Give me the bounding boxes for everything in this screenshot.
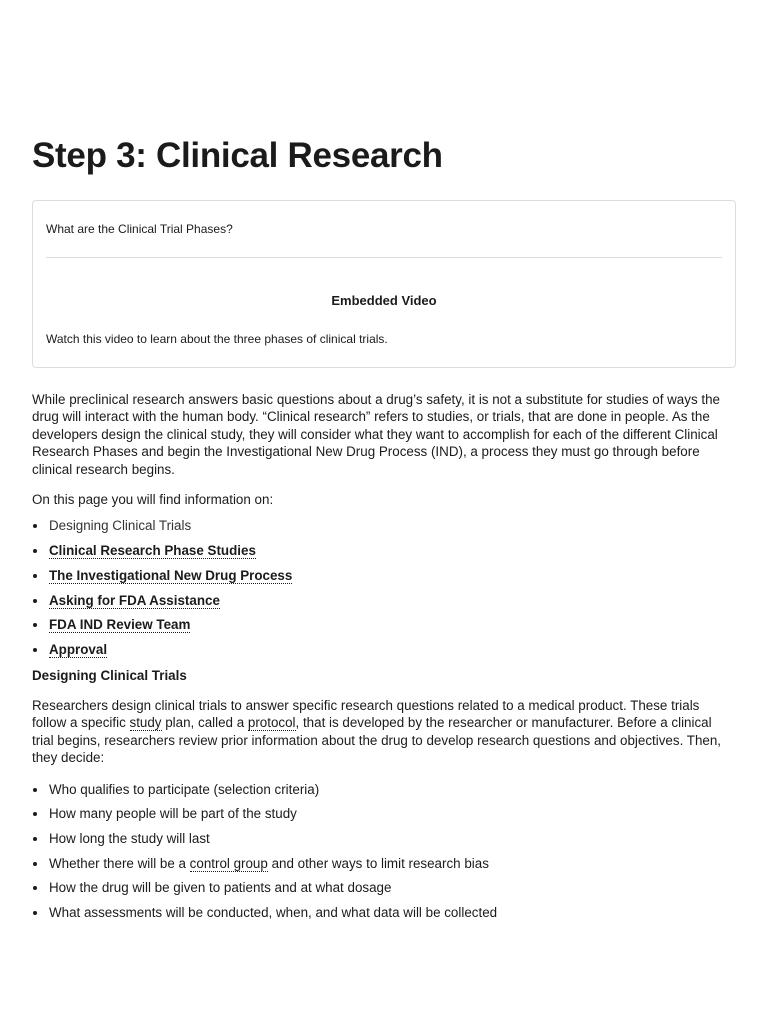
toc-link-asking-for-fda-assistance[interactable]: Asking for FDA Assistance	[49, 592, 220, 608]
list-item: Who qualifies to participate (selection criteria)	[32, 781, 736, 806]
list-item	[32, 641, 736, 666]
list-item	[32, 542, 736, 567]
list-item: How the drug will be given to patients and at what dosage	[32, 879, 736, 904]
list-item	[32, 855, 736, 880]
list-item	[32, 517, 736, 542]
control-text-post: and other ways to limit research bias	[267, 855, 489, 871]
decision-list	[32, 781, 736, 929]
designing-text-part1: Researchers design clinical trials to answer specific research questions related to a medical product. These trials follow a specific	[32, 697, 700, 731]
glossary-term-protocol[interactable]: protocol	[247, 715, 296, 731]
toc-link-investigational-new-drug-process[interactable]: The Investigational New Drug Process	[49, 567, 293, 583]
list-item	[32, 567, 736, 592]
page-title: Step 3: Clinical Research	[32, 136, 443, 175]
table-of-contents	[32, 517, 736, 665]
control-text-pre: Whether there will be a	[49, 855, 190, 871]
glossary-term-control-group[interactable]: control group	[189, 855, 268, 871]
designing-text-part3: , that is developed by the researcher or manufacturer. Before a clinical trial begins, researchers review prior information about the drug to develop research questions and objectives. Then, they decide:	[32, 715, 722, 766]
toc-link-approval[interactable]: Approval	[49, 641, 108, 657]
video-divider	[46, 257, 722, 258]
list-item	[32, 616, 736, 641]
main-content	[32, 391, 736, 929]
video-heading: Embedded Video	[331, 293, 437, 308]
video-description: Watch this video to learn about the three phases of clinical trials.	[46, 332, 388, 346]
toc-link-fda-ind-review-team[interactable]: FDA IND Review Team	[49, 617, 191, 633]
glossary-term-study[interactable]: study	[129, 715, 162, 731]
intro-paragraph: While preclinical research answers basic questions about a drug’s safety, it is not a substitute for studies of ways the drug will interact with the human body. “Clinical research” refers to studies, or trials, that are done in people. As the developers design the clinical study, they will consider what they want to accomplish for each of the different Clinical Research Phases and begin the Investigational New Drug Process (IND), a process they must go through before clinical research begins.	[32, 392, 720, 477]
toc-item-designing-clinical-trials: Designing Clinical Trials	[49, 518, 192, 534]
video-question: What are the Clinical Trial Phases?	[46, 222, 233, 236]
list-item	[32, 592, 736, 617]
list-item: How long the study will last	[32, 830, 736, 855]
list-item: How many people will be part of the study	[32, 805, 736, 830]
designing-paragraph	[32, 697, 736, 767]
section-heading-designing: Designing Clinical Trials	[32, 667, 187, 683]
toc-link-clinical-research-phase-studies[interactable]: Clinical Research Phase Studies	[49, 543, 256, 559]
list-item: What assessments will be conducted, when, and what data will be collected	[32, 904, 736, 929]
designing-text-part2: plan, called a	[161, 715, 248, 731]
embedded-video-panel[interactable]	[32, 200, 736, 368]
find-info-text: On this page you will find information on:	[32, 492, 274, 508]
